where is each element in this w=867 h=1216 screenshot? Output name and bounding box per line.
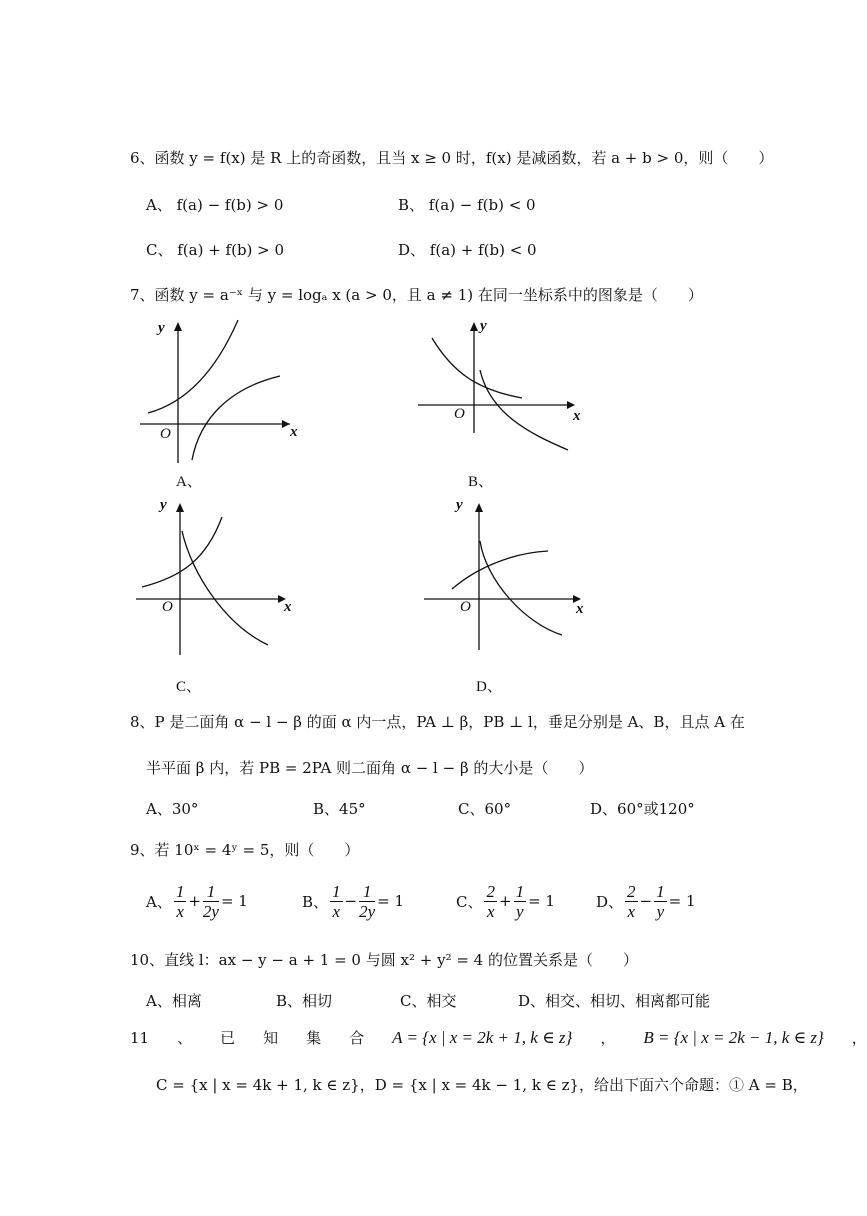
q11-word2: 知 <box>263 1029 279 1047</box>
q7-graph-a-origin: O <box>160 426 171 442</box>
q9-b-frac2: $\frac{1}{2y}$ <box>359 881 376 921</box>
q9-a-op: + <box>188 892 201 910</box>
q7-graph-b-plot <box>418 318 588 468</box>
q9-d-op: − <box>639 892 653 910</box>
q7-graph-b-y-label: y <box>480 318 487 334</box>
q7-graph-a-label: A、 <box>176 474 202 490</box>
q9-option-c-label: C、 <box>456 892 483 911</box>
q7-graph-b-label: B、 <box>468 474 494 490</box>
q9-c-frac2: $\frac{1}{y}$ <box>515 881 525 921</box>
q9-c-eq: = 1 <box>528 892 555 910</box>
q7-graph-c <box>136 495 306 695</box>
q9-a-frac1: $\frac{1}{x}$ <box>175 881 185 921</box>
q8-stem-line1: 8、P 是二面角 α − l − β 的面 α 内一点，PA ⊥ β，PB ⊥ l，垂足分别是 A、B，且点 A 在 <box>130 713 745 731</box>
q7-graph-d-label: D、 <box>476 679 502 695</box>
q9-b-eq: = 1 <box>377 892 405 910</box>
q9-option-b-label: B、 <box>302 892 329 911</box>
q7-graph-c-plot <box>136 495 306 655</box>
q10-stem: 10、直线 l：ax − y − a + 1 = 0 与圆 x² + y² = 4 的位置关系是（ ） <box>130 951 638 969</box>
q9-b-frac1: $\frac{1}{x}$ <box>332 881 341 921</box>
q11-word1: 已 <box>220 1029 236 1047</box>
q7-stem: 7、函数 y = a⁻ˣ 与 y = logₐ x (a > 0，且 a ≠ 1) 在同一坐标系中的图象是（ ） <box>130 286 703 304</box>
q11-comma2: ， <box>851 1029 867 1047</box>
q8-option-c: C、60° <box>458 800 512 818</box>
q7-graph-a-plot <box>140 318 310 468</box>
q10-option-d: D、相交、相切、相离都可能 <box>518 992 711 1010</box>
q7-graph-d-origin: O <box>460 599 471 615</box>
q7-graph-c-label: C、 <box>176 679 202 695</box>
q9-option-a-label: A、 <box>146 892 172 911</box>
q9-option-b <box>302 881 404 921</box>
q7-graph-b-origin: O <box>454 406 465 422</box>
q9-c-op: + <box>498 892 512 910</box>
q6-stem: 6、函数 y = f(x) 是 R 上的奇函数，且当 x ≥ 0 时，f(x) 是减函数，若 a + b > 0，则（ ） <box>130 149 774 167</box>
q11-set-b: B = {x | x = 2k − 1, k ∈ z} <box>643 1028 824 1047</box>
q7-graph-c-x-label: x <box>284 599 292 615</box>
q7-graph-d <box>424 495 594 695</box>
q11-stem-line1 <box>130 1028 867 1048</box>
q8-option-b: B、45° <box>313 800 366 818</box>
q6-option-a: A、 f(a) − f(b) > 0 <box>146 196 284 214</box>
q7-graph-d-y-label: y <box>456 497 463 513</box>
q11-set-a: A = {x | x = 2k + 1, k ∈ z} <box>392 1028 573 1047</box>
q7-graph-d-plot <box>424 495 594 655</box>
q9-d-frac2: $\frac{1}{y}$ <box>656 881 665 921</box>
q7-graph-a <box>140 318 310 490</box>
q11-word4: 合 <box>349 1029 365 1047</box>
q11-sep: 、 <box>177 1029 193 1047</box>
q7-graph-b-x-label: x <box>573 408 581 424</box>
q9-a-eq: = 1 <box>220 892 248 910</box>
q7-graph-b <box>418 318 588 490</box>
q8-option-d: D、60°或120° <box>590 800 695 818</box>
q9-b-op: − <box>344 892 358 910</box>
q9-option-c <box>456 881 555 921</box>
q6-option-c: C、 f(a) + f(b) > 0 <box>146 241 285 259</box>
q6-option-b: B、 f(a) − f(b) < 0 <box>398 196 536 214</box>
q7-graph-d-x-label: x <box>576 601 584 617</box>
q9-d-frac1: $\frac{2}{x}$ <box>627 881 636 921</box>
q10-option-c: C、相交 <box>400 992 457 1010</box>
q11-number: 11 <box>130 1029 150 1047</box>
q10-option-b: B、相切 <box>276 992 333 1010</box>
q9-d-eq: = 1 <box>668 892 696 910</box>
q7-graph-c-origin: O <box>162 599 173 615</box>
q9-c-frac1: $\frac{2}{x}$ <box>486 881 495 921</box>
q8-option-a: A、30° <box>146 800 199 818</box>
q9-option-d-label: D、 <box>596 892 624 911</box>
q11-word3: 集 <box>306 1029 322 1047</box>
q7-graph-a-y-label: y <box>158 320 165 336</box>
q9-stem: 9、若 10ˣ = 4ʸ = 5，则（ ） <box>130 841 360 859</box>
q11-comma1: ， <box>600 1029 616 1047</box>
q7-graph-c-y-label: y <box>160 497 167 513</box>
q9-a-frac2: $\frac{1}{2y}$ <box>202 881 219 921</box>
q6-option-d: D、 f(a) + f(b) < 0 <box>398 241 537 259</box>
q11-stem-line2: C = {x | x = 4k + 1, k ∈ z}，D = {x | x = 4k − 1, k ∈ z}，给出下面六个命题：① A = B， <box>156 1076 808 1094</box>
q9-option-d <box>596 881 696 921</box>
q7-graph-a-x-label: x <box>290 424 298 440</box>
q9-option-a <box>146 881 248 921</box>
q10-option-a: A、相离 <box>146 992 202 1010</box>
q8-stem-line2: 半平面 β 内，若 PB = 2PA 则二面角 α − l − β 的大小是（ ） <box>146 759 594 777</box>
